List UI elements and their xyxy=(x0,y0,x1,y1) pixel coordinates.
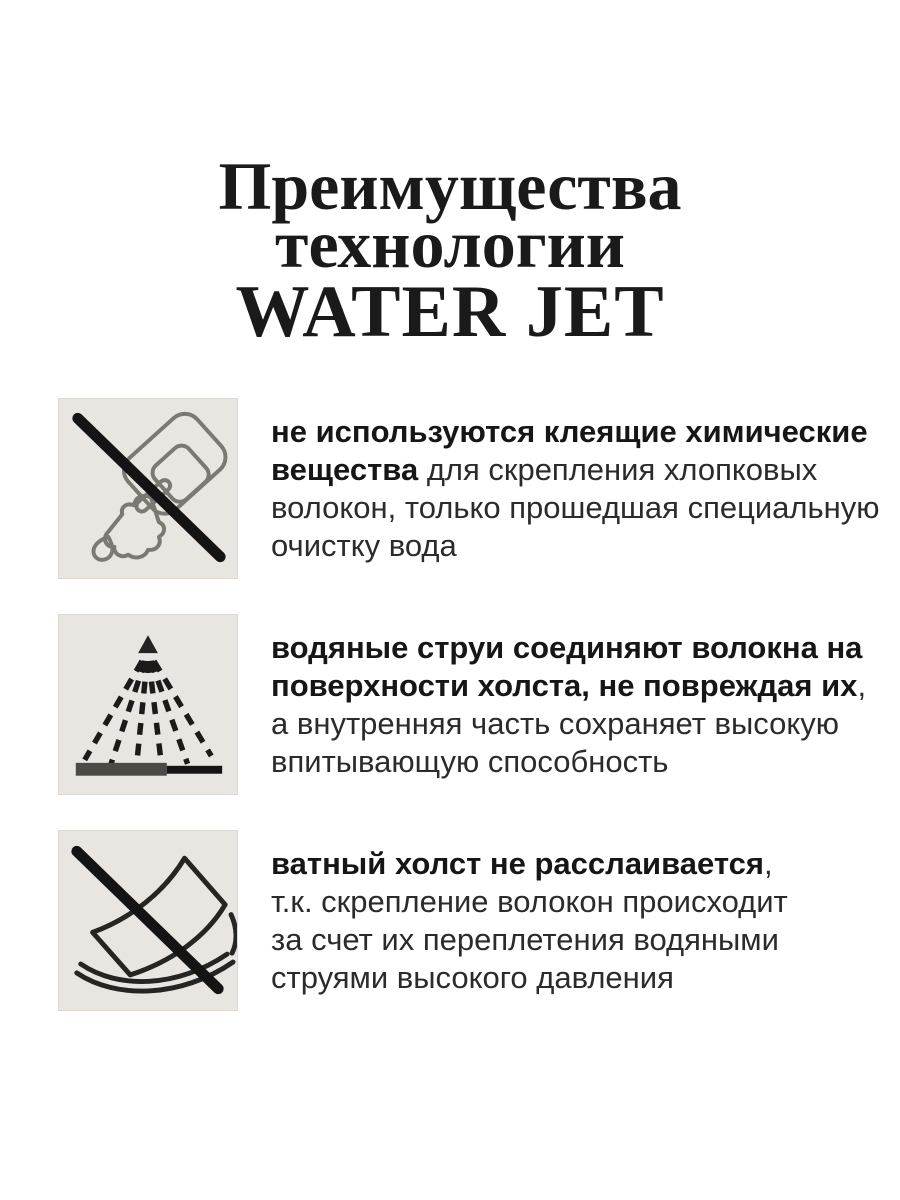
no-glue-icon xyxy=(58,398,238,579)
text-line xyxy=(271,921,788,959)
benefit-row-water-jets xyxy=(58,614,900,795)
water-jet-spray-icon xyxy=(58,614,238,795)
benefit-text-water-jets xyxy=(271,614,866,781)
text-line xyxy=(271,489,880,527)
text-line xyxy=(271,845,788,883)
benefit-row-no-delamination xyxy=(58,830,900,1011)
title-line-3: WATER JET xyxy=(235,271,665,353)
text-line xyxy=(271,705,866,743)
title-line-2: технологии xyxy=(275,206,625,282)
spray-nozzle-icon xyxy=(59,615,237,794)
text-line xyxy=(271,743,866,781)
canvas-bar-right xyxy=(167,766,222,774)
layers-crossed-icon xyxy=(59,831,237,1010)
text-segment: волокон, только прошедшая специальную xyxy=(271,490,880,525)
text-segment: , xyxy=(763,846,773,881)
benefit-row-no-glue xyxy=(58,398,900,579)
text-line xyxy=(271,629,866,667)
bold-text-segment: вещества xyxy=(271,452,419,487)
text-segment: струями высокого давления xyxy=(271,960,674,995)
bold-text-segment: не используются клеящие химические xyxy=(271,414,868,449)
text-line xyxy=(271,527,880,565)
text-segment: т.к. скрепление волокон происходит xyxy=(271,884,788,919)
benefit-text-no-glue xyxy=(271,398,880,565)
benefit-text-no-delamination xyxy=(271,830,788,997)
text-segment: очистку вода xyxy=(271,528,457,563)
bold-text-segment: ватный холст не расслаивается xyxy=(271,846,764,881)
bold-text-segment: водяные струи соединяют волокна на xyxy=(271,630,863,665)
text-line xyxy=(271,883,788,921)
text-segment: впитывающую способность xyxy=(271,744,669,779)
text-line xyxy=(271,667,866,705)
canvas-bar-left xyxy=(76,763,167,776)
text-line xyxy=(271,959,788,997)
text-segment: а внутренняя часть сохраняет высокую xyxy=(271,706,840,741)
text-segment: , xyxy=(857,668,867,703)
text-segment: за счет их переплетения водяными xyxy=(271,922,779,957)
bold-text-segment: поверхности холста, не повреждая их xyxy=(271,668,858,703)
benefits-list xyxy=(0,398,900,1011)
no-delamination-icon xyxy=(58,830,238,1011)
glue-bottle-crossed-icon xyxy=(59,399,237,578)
text-line xyxy=(271,413,880,451)
title-line-1: Преимущества xyxy=(218,148,682,224)
text-segment: для скрепления хлопковых xyxy=(418,452,818,487)
page-title xyxy=(0,0,900,351)
text-line xyxy=(271,451,880,489)
